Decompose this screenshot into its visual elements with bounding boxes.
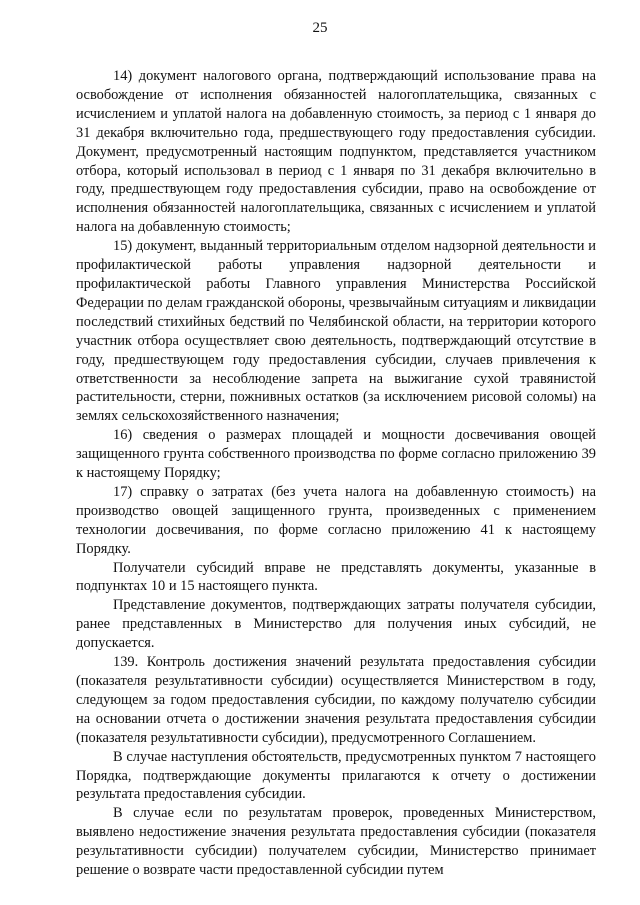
- paragraph-item-15: 15) документ, выданный территориальным отделом надзорной деятельности и профилактической работы управления надзорной деятельности и профилактической работы Главного управления Министерства Российской Федерации по делам гражданской обороны, чрезвычайным ситуациям и ликвидации последствий стихийных бедствий по Челябинской области, на территории которого участник отбора осуществляет свою деятельность, подтверждающий отсутствие в году, предшествующем году предоставления субсидии, случаев привлечения к ответственности за несоблюдение запрета на выжигание сухой травянистой растительности, стерни, пожнивных остатков (за исключением рисовой соломы) на землях сельскохозяйственного назначения;: [76, 238, 597, 425]
- paragraph-exemption: Получатели субсидий вправе не представлять документы, указанные в подпунктах 10 и 15 настоящего пункта.: [76, 559, 596, 595]
- paragraph-no-resubmission: Представление документов, подтверждающих затраты получателя субсидии, ранее представленных в Министерство для получения иных субсидий, не допускается.: [76, 597, 596, 652]
- page-number: 25: [312, 20, 328, 36]
- paragraph-item-16: 16) сведения о размерах площадей и мощности досвечивания овощей защищенного грунта собственного производства по форме согласно приложению 39 к настоящему Порядку;: [76, 427, 596, 482]
- paragraph-return-decision: В случае если по результатам проверок, проведенных Министерством, выявлено недостижение значения результата предоставления субсидии (показателя результативности субсидии) получателем субсидии, Министерство принимает решение о возврате части предоставленной субсидии путем: [76, 805, 596, 879]
- paragraph-item-17: 17) справку о затратах (без учета налога на добавленную стоимость) на производство овощей защищенного грунта, произведенных с применением технологии досвечивания, по форме согласно приложению 41 к настоящему Порядку.: [76, 483, 596, 557]
- paragraph-circumstances: В случае наступления обстоятельств, предусмотренных пунктом 7 настоящего Порядка, подтверждающие документы прилагаются к отчету о достижении результата предоставления субсидии.: [76, 748, 596, 803]
- document-body: [76, 67, 596, 880]
- paragraph-section-139: 139. Контроль достижения значений результата предоставления субсидии (показателя результативности субсидии) осуществляется Министерством в году, следующем за годом предоставления субсидии, по каждому получателю субсидии на основании отчета о достижении значения результата предоставления субсидии (показателя результативности субсидии), предусмотренного Соглашением.: [76, 654, 596, 746]
- paragraph-item-14: 14) документ налогового органа, подтверждающий использование права на освобождение от исполнения обязанностей налогоплательщика, связанных с исчислением и уплатой налога на добавленную стоимость, за период с 1 января до 31 декабря включительно года, предшествующего году предоставления субсидии. Документ, предусмотренный настоящим подпунктом, представляется участником отбора, который использовал в период с 1 января по 31 декабря включительно в году, предшествующем году предоставления субсидии, право на освобождение от исполнения обязанностей налогоплательщика, связанных с исчислением и уплатой налога на добавленную стоимость;: [76, 68, 596, 236]
